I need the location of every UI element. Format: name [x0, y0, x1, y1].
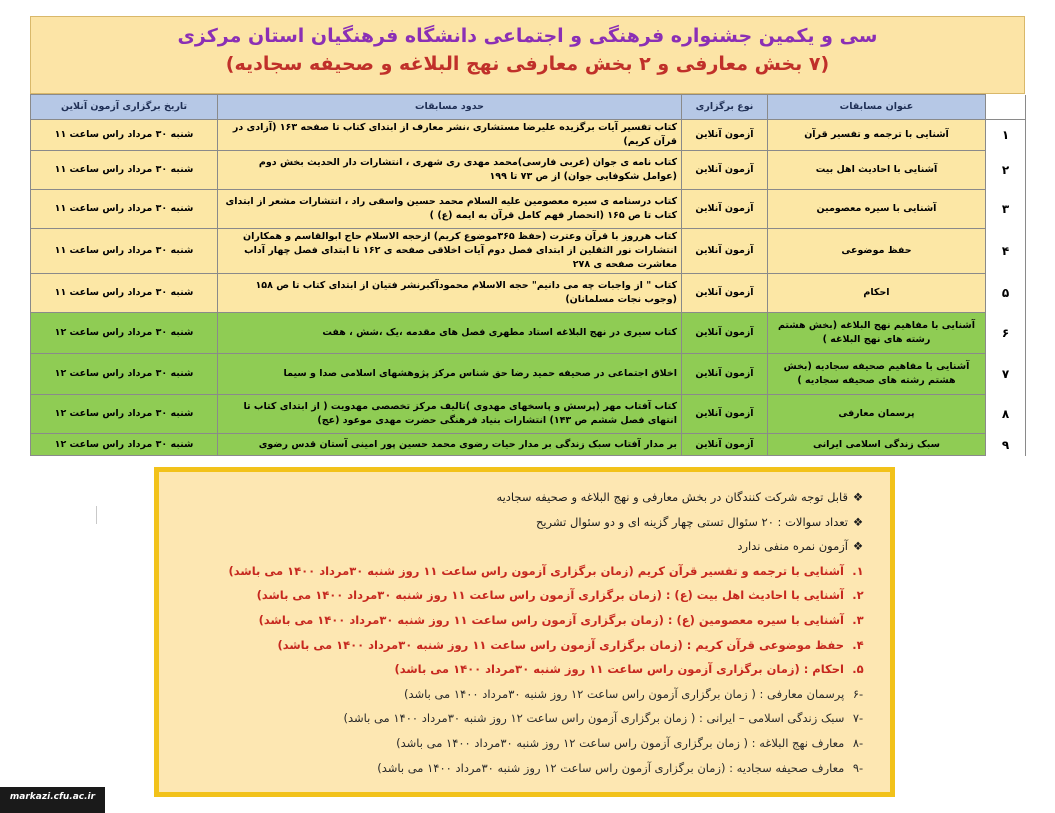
note-bullet-text: آزمون نمره منفی ندارد	[737, 539, 848, 554]
note-item-text: آشنایی با ترجمه و تفسیر قرآن کریم (زمان برگزاری آزمون راس ساعت ۱۱ روز شنبه ۳۰مرداد ۱۴۰۰ می باشد)	[228, 563, 844, 578]
note-item-marker: -۸	[852, 735, 864, 750]
note-bullet-text: قابل توجه شرکت کنندگان در بخش معارفی و نهج البلاغه و صحیفه سجادیه	[496, 490, 848, 504]
row-number: ۴	[986, 229, 1026, 274]
note-item-text: پرسمان معارفی : ( زمان برگزاری آزمون راس ساعت ۱۲ روز شنبه ۳۰مرداد ۱۴۰۰ می باشد)	[403, 686, 845, 701]
competition-scope: کتاب " از واجبات چه می دانیم" حجه الاسلام محمودآکبرنشر فتیان از ابتدای کتاب تا ص ۱۵۸ (وجوب نجات مسلمانان)	[218, 274, 682, 313]
row-number: ۶	[986, 313, 1026, 354]
table-row	[31, 274, 1026, 313]
note-item	[159, 756, 890, 781]
exam-date: شنبه ۳۰ مرداد راس ساعت ۱۲	[31, 313, 218, 354]
table-row	[31, 120, 1026, 151]
note-item-marker: -۹	[852, 760, 864, 775]
competition-title: سبک زندگی اسلامی ایرانی	[768, 434, 986, 456]
exam-date: شنبه ۳۰ مرداد راس ساعت ۱۱	[31, 120, 218, 151]
note-item-text: آشنایی با سیره معصومین (ع) : (زمان برگزاری آزمون راس ساعت ۱۱ روز شنبه ۳۰مرداد ۱۴۰۰ می باشد)	[258, 612, 844, 627]
exam-date: شنبه ۳۰ مرداد راس ساعت ۱۱	[31, 151, 218, 190]
source-prefix: markazi.	[9, 792, 54, 802]
title-box	[30, 16, 1025, 94]
note-item-marker: ۳.	[852, 612, 864, 627]
note-item	[159, 657, 890, 682]
competition-title: آشنایی با مفاهیم نهج البلاغه (بخش هشتم رشته های نهج البلاغه )	[768, 313, 986, 354]
note-bullet	[159, 510, 890, 535]
exam-date: شنبه ۳۰ مرداد راس ساعت ۱۲	[31, 354, 218, 395]
row-number: ۵	[986, 274, 1026, 313]
note-item	[159, 682, 890, 707]
competition-type: آزمون آنلاین	[682, 274, 768, 313]
row-number: ۱	[986, 120, 1026, 151]
table-row	[31, 395, 1026, 434]
page-title: سی و یکمین جشنواره فرهنگی و اجتماعی دانشگاه فرهنگیان استان مرکزی	[177, 25, 878, 47]
note-item	[159, 608, 890, 633]
source-label	[0, 787, 105, 813]
competition-title: آشنایی با ترجمه و تفسیر قرآن	[768, 120, 986, 151]
note-bullet	[159, 485, 890, 510]
competition-type: آزمون آنلاین	[682, 395, 768, 434]
competition-title: پرسمان معارفی	[768, 395, 986, 434]
competition-scope: کتاب هرروز با قرآن وعترت (حفظ ۳۶۵موضوع کریم) ازحجه الاسلام حاج ابوالقاسم و همکاران انتشارات نور الثقلین از ابتدای فصل دوم آیات اخلاقی صفحه ی ۱۶۲ تا ابتدای فصل چهار آداب معاشرت صفحه ی ۲۷۸	[218, 229, 682, 274]
exam-date: شنبه ۳۰ مرداد راس ساعت ۱۱	[31, 274, 218, 313]
competitions-table	[30, 94, 1026, 456]
row-number: ۷	[986, 354, 1026, 395]
note-item-marker: ۲.	[852, 588, 864, 603]
note-bullet-text: تعداد سوالات : ۲۰ سئوال تستی چهار گزینه ای و دو سئوال تشریح	[535, 514, 848, 529]
competition-scope: کتاب نامه ی جوان (عربی فارسی)محمد مهدی ری شهری ، انتشارات دار الحدیث بخش دوم (عوامل شکوفایی جوان) از ص ۷۳ تا ۱۹۹	[218, 151, 682, 190]
row-number: ۸	[986, 395, 1026, 434]
competition-title: حفظ موضوعی	[768, 229, 986, 274]
note-item	[159, 731, 890, 756]
note-item	[159, 583, 890, 608]
notes-bullets	[159, 485, 890, 559]
note-item-text: حفظ موضوعی قرآن کریم : (زمان برگزاری آزمون راس ساعت ۱۱ روز شنبه ۳۰مرداد ۱۴۰۰ می باشد)	[277, 637, 844, 652]
note-item-text: معارف صحیفه سجادیه : (زمان برگزاری آزمون راس ساعت ۱۲ روز شنبه ۳۰مرداد ۱۴۰۰ می باشد)	[377, 760, 845, 775]
note-item-text: آشنایی با احادیث اهل بیت (ع) : (زمان برگزاری آزمون راس ساعت ۱۱ روز شنبه ۳۰مرداد ۱۴۰۰ می باشد)	[256, 588, 844, 603]
header-type: نوع برگزاری	[682, 95, 768, 120]
header-title: عنوان مسابقات	[768, 95, 986, 120]
table-row	[31, 190, 1026, 229]
table-row	[31, 151, 1026, 190]
competition-scope: کتاب سیری در نهج البلاغه استاد مطهری فصل های مقدمه ،یک ،شش ، هفت	[218, 313, 682, 354]
note-item	[159, 633, 890, 658]
announcement-sheet	[30, 16, 1025, 456]
competition-title: آشنایی با مفاهیم صحیفه سجادیه (بخش هشتم رشته های صحیفه سجادیه )	[768, 354, 986, 395]
row-number: ۲	[986, 151, 1026, 190]
exam-date: شنبه ۳۰ مرداد راس ساعت ۱۲	[31, 395, 218, 434]
note-item-marker: ۴.	[852, 637, 864, 652]
competition-scope: بر مدار آفتاب سبک زندگی بر مدار حیات رضوی محمد حسین پور امینی آستان قدس رضوی	[218, 434, 682, 456]
table-row	[31, 354, 1026, 395]
competition-type: آزمون آنلاین	[682, 229, 768, 274]
note-item-marker: ۵.	[852, 662, 864, 677]
table-row	[31, 313, 1026, 354]
table-body	[31, 120, 1026, 456]
note-item	[159, 706, 890, 731]
note-item-text: احکام : (زمان برگزاری آزمون راس ساعت ۱۱ روز شنبه ۳۰مرداد ۱۴۰۰ می باشد)	[394, 662, 844, 677]
notes-box	[154, 467, 895, 797]
notes-items	[159, 559, 890, 780]
competition-type: آزمون آنلاین	[682, 190, 768, 229]
page-subtitle: (۷ بخش معارفی و ۲ بخش معارفی نهج البلاغه و صحیفه سجادیه)	[225, 53, 830, 75]
competition-title: احکام	[768, 274, 986, 313]
competition-type: آزمون آنلاین	[682, 313, 768, 354]
table-row	[31, 229, 1026, 274]
diamond-bullet-icon: ❖	[852, 514, 864, 529]
exam-date: شنبه ۳۰ مرداد راس ساعت ۱۱	[31, 190, 218, 229]
competition-scope: اخلاق اجتماعی در صحیفه حمید رضا حق شناس مرکز پژوهشهای اسلامی صدا و سیما	[218, 354, 682, 395]
competition-scope: کتاب تفسیر آیات برگزیده علیرضا مستشاری ،نشر معارف از ابتدای کتاب تا صفحه ۱۶۳ (آزادی در قرآن کریم)	[218, 120, 682, 151]
table-row	[31, 434, 1026, 456]
competition-type: آزمون آنلاین	[682, 120, 768, 151]
competition-scope: کتاب آفتاب مهر (پرسش و پاسخهای مهدوی )تالیف مرکز تخصصی مهدویت ( از ابتدای کتاب تا انتهای فصل ششم ص ۱۴۳) انتشارات بنیاد فرهنگی حضرت مهدی موعود (عج)	[218, 395, 682, 434]
diamond-bullet-icon: ❖	[852, 539, 864, 554]
table-header-row	[31, 95, 1026, 120]
row-number: ۳	[986, 190, 1026, 229]
note-item	[159, 559, 890, 584]
exam-date: شنبه ۳۰ مرداد راس ساعت ۱۲	[31, 434, 218, 456]
note-item-marker: ۱.	[852, 563, 864, 578]
diamond-bullet-icon: ❖	[852, 490, 864, 504]
header-scope: حدود مسابقات	[218, 95, 682, 120]
text-cursor	[96, 506, 97, 524]
exam-date: شنبه ۳۰ مرداد راس ساعت ۱۱	[31, 229, 218, 274]
competition-title: آشنایی با سیره معصومین	[768, 190, 986, 229]
header-num	[986, 95, 1026, 120]
source-domain: cfu.ac.ir	[53, 792, 96, 802]
note-item-text: سبک زندگی اسلامی – ایرانی : ( زمان برگزاری آزمون راس ساعت ۱۲ روز شنبه ۳۰مرداد ۱۴۰۰ می باشد)	[343, 711, 845, 726]
note-bullet	[159, 534, 890, 559]
note-item-marker: -۶	[852, 686, 864, 701]
row-number: ۹	[986, 434, 1026, 456]
competition-type: آزمون آنلاین	[682, 354, 768, 395]
note-item-text: معارف نهج البلاغه : ( زمان برگزاری آزمون راس ساعت ۱۲ روز شنبه ۳۰مرداد ۱۴۰۰ می باشد)	[396, 735, 845, 750]
note-item-marker: -۷	[852, 711, 864, 726]
header-date: تاریخ برگزاری آزمون آنلاین	[31, 95, 218, 120]
competition-type: آزمون آنلاین	[682, 151, 768, 190]
competition-title: آشنایی با احادیث اهل بیت	[768, 151, 986, 190]
competition-scope: کتاب درسنامه ی سیره معصومین علیه السلام محمد حسین واسقی راد ، انتشارات مشعر از ابتدای کتاب تا ص ۱۶۵ (انحصار فهم کامل قرآن به ایمه (ع) )	[218, 190, 682, 229]
competition-type: آزمون آنلاین	[682, 434, 768, 456]
